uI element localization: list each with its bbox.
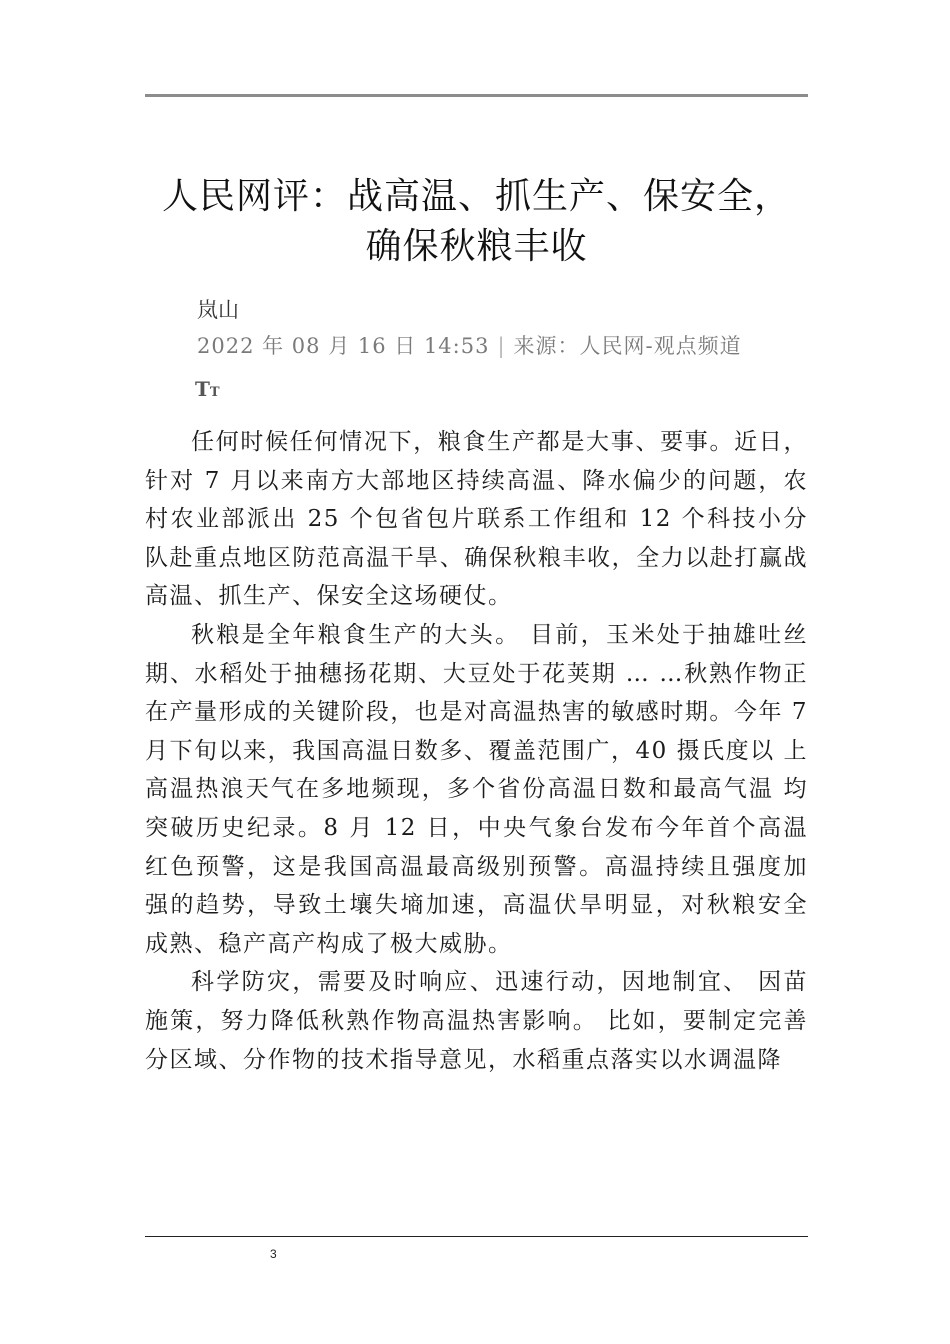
meta-separator: | xyxy=(497,334,506,358)
page-number: 3 xyxy=(270,1247,277,1261)
article-author: 岚山 xyxy=(197,298,239,322)
publish-date: 2022 年 08 月 16 日 14:53 xyxy=(197,334,490,358)
article-meta xyxy=(197,332,742,360)
paragraph-1: 任何时候任何情况下，粮食生产都是大事、要事。近日，针对 7 月以来南方大部地区持续高温、降水偏少的问题，农村农业部派出 25 个包省包片联系工作组和 12 个科技小分队赴重点地区防范高温干旱、确保秋粮丰收，全力以赴打赢战高温、抓生产、保安全这场硬仗。 xyxy=(145,429,808,610)
header-divider xyxy=(145,94,808,97)
article-body xyxy=(145,423,808,1079)
article-source: 来源：人民网-观点频道 xyxy=(513,334,742,358)
paragraph-2: 秋粮是全年粮食生产的大头。 目前，玉米处于抽雄吐丝期、水稻处于抽穗扬花期、大豆处于花荚期 … …秋熟作物正 在产量形成的关键阶段，也是对高温热害的敏感时期。今年 7 月下旬以来，我国高温日数多、覆盖范围广，40 摄氏度以 上高温热浪天气在多地频现，多个省份高温日数和最高气温 均突破历史纪录。8 月 12 日，中央气象台发布今年首个高温 红色预警，这是我国高温最高级别预警。高温持续且强度加 强的趋势，导致土壤失墒加速，高温伏旱明显，对秋粮安全 成熟、稳产高产构成了极大威胁。 xyxy=(145,621,808,957)
paragraph-3: 科学防灾，需要及时响应、迅速行动，因地制宜、 因苗施策，努力降低秋熟作物高温热害影响。 比如，要制定完善分区域、分作物的技术指导意见，水稻重点落实以水调温降 xyxy=(145,969,808,1073)
font-size-icon-small: T xyxy=(209,385,220,400)
article-title: 人民网评：战高温、抓生产、保安全，确保秋粮丰收 xyxy=(161,176,791,267)
font-size-toggle-icon[interactable] xyxy=(195,378,220,404)
font-size-icon-large: T xyxy=(195,377,210,401)
footer-divider xyxy=(145,1236,808,1237)
